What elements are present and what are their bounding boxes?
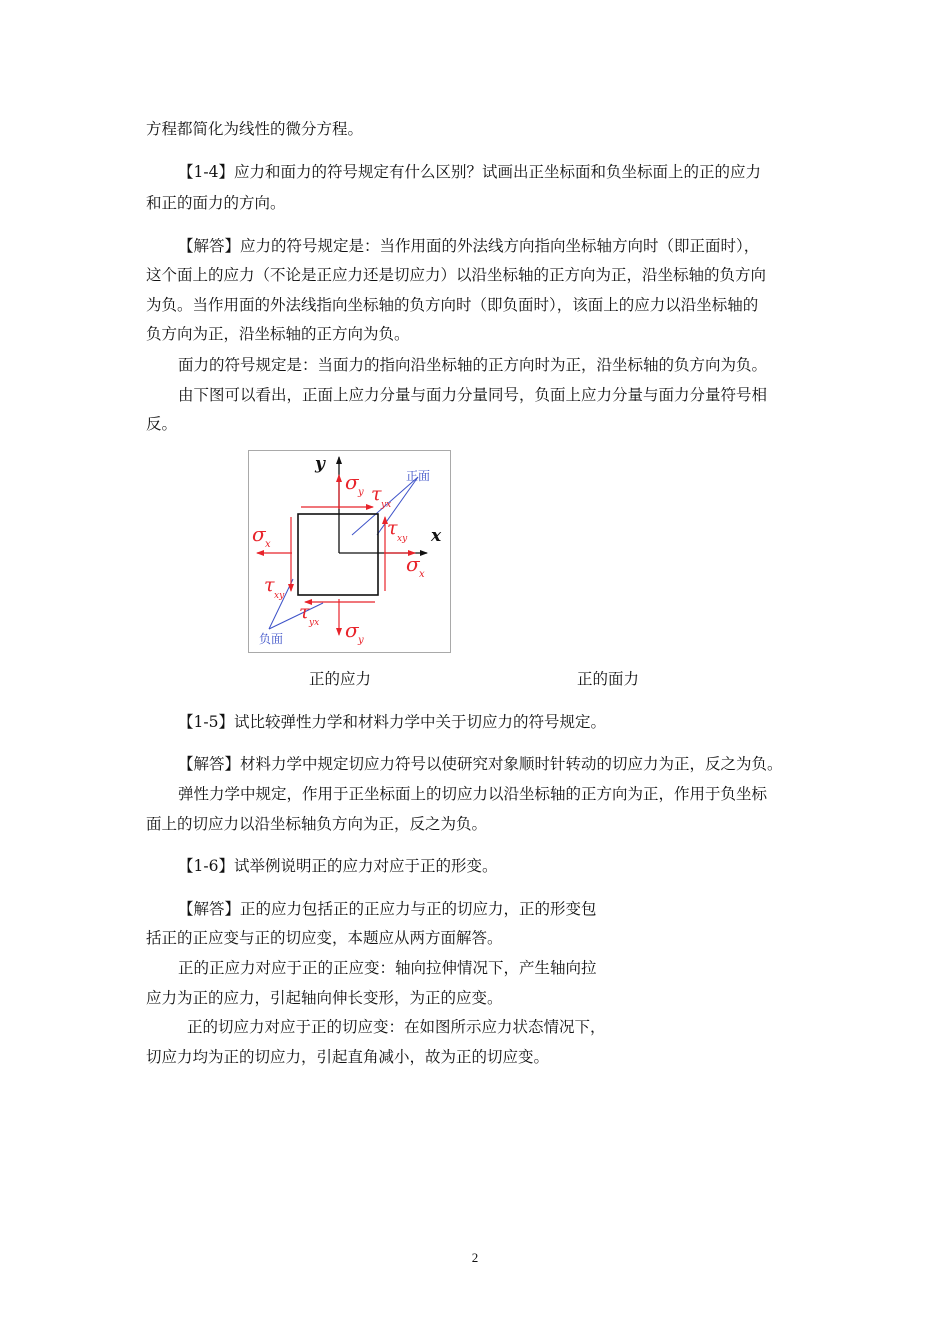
y-axis-label: y [315,454,325,474]
svg-text:x: x [265,539,271,550]
page-number: 2 [471,1250,479,1265]
sigma-y-bottom-label [345,618,364,646]
paragraph-line: 应力为正的应力，引起轴向伸长变形，为正的应变。 [146,989,503,1007]
svg-text:τ: τ [371,483,382,505]
paragraph-line: 负方向为正，沿坐标轴的正方向为负。 [146,325,410,343]
sigma-y-top-label [345,470,364,498]
svg-text:σ: σ [345,470,359,494]
answer-1-6: 【解答】正的应力包括正的正应力与正的切应力，正的形变包 [178,900,597,918]
negative-face-label: 负面 [259,632,284,646]
svg-text:yx: yx [381,500,392,510]
caption-stress: 正的应力 [309,670,372,688]
svg-text:τ: τ [264,574,275,596]
x-axis-label: x [431,526,442,546]
answer-1-4: 【解答】应力的符号规定是：当作用面的外法线方向指向坐标轴方向时（即正面时）， [178,237,760,255]
svg-text:y: y [358,635,364,646]
paragraph-line: 这个面上的应力（不论是正应力还是切应力）以沿坐标轴的正方向为正，沿坐标轴的负方向 [146,266,767,284]
tau-yx-top-label [371,483,391,510]
paragraph-line: 切应力均为正的切应力，引起直角减小，故为正的切应变。 [146,1048,550,1066]
paragraph-line: 正的切应力对应于正的切应变：在如图所示应力状态情况下， [187,1018,606,1036]
svg-text:σ: σ [406,552,420,576]
stress-diagram [248,450,451,653]
svg-text:σ: σ [252,522,266,546]
question-1-5: 【1-5】试比较弹性力学和材料力学中关于切应力的符号规定。 [178,713,606,731]
positive-face-label: 正面 [406,469,431,483]
tau-xy-left-label [264,574,285,601]
paragraph-line: 正的正应力对应于正的正应变：轴向拉伸情况下，产生轴向拉 [178,959,597,977]
paragraph-line: 反。 [146,415,178,433]
svg-text:y: y [358,487,364,498]
paragraph-line: 方程都简化为线性的微分方程。 [146,120,364,138]
svg-text:τ: τ [299,601,310,623]
paragraph-line: 和正的面力的方向。 [146,194,286,212]
paragraph-line: 面力的符号规定是：当面力的指向沿坐标轴的正方向时为正，沿坐标轴的负方向为负。 [178,356,768,374]
caption-surface-force: 正的面力 [577,670,640,688]
svg-text:yx: yx [309,618,320,628]
paragraph-line: 面上的切应力以沿坐标轴负方向为正，反之为负。 [146,815,488,833]
sigma-x-right-label [406,552,425,580]
paragraph-line: 弹性力学中规定，作用于正坐标面上的切应力以沿坐标轴的正方向为正，作用于负坐标 [178,785,768,803]
question-1-6: 【1-6】试举例说明正的应力对应于正的形变。 [178,857,498,875]
svg-text:xy: xy [397,534,408,544]
svg-text:σ: σ [345,618,359,642]
paragraph-line: 括正的正应变与正的切应变，本题应从两方面解答。 [146,929,503,947]
sigma-x-left-label [252,522,271,550]
svg-text:xy: xy [274,591,285,601]
question-1-4: 【1-4】应力和面力的符号规定有什么区别？试画出正坐标面和负坐标面上的正的应力 [178,163,761,181]
paragraph-line: 由下图可以看出，正面上应力分量与面力分量同号，负面上应力分量与面力分量符号相 [178,386,768,404]
paragraph-line: 为负。当作用面的外法线指向坐标轴的负方向时（即负面时），该面上的应力以沿坐标轴的 [146,296,759,314]
element-square [298,514,378,595]
tau-yx-bottom-label [299,601,319,628]
svg-text:τ: τ [387,517,398,539]
svg-text:x: x [419,569,425,580]
answer-1-5: 【解答】材料力学中规定切应力符号以使研究对象顺时针转动的切应力为正，反之为负。 [178,755,783,773]
tau-xy-right-label [387,517,408,544]
stress-diagram-svg [249,451,450,652]
